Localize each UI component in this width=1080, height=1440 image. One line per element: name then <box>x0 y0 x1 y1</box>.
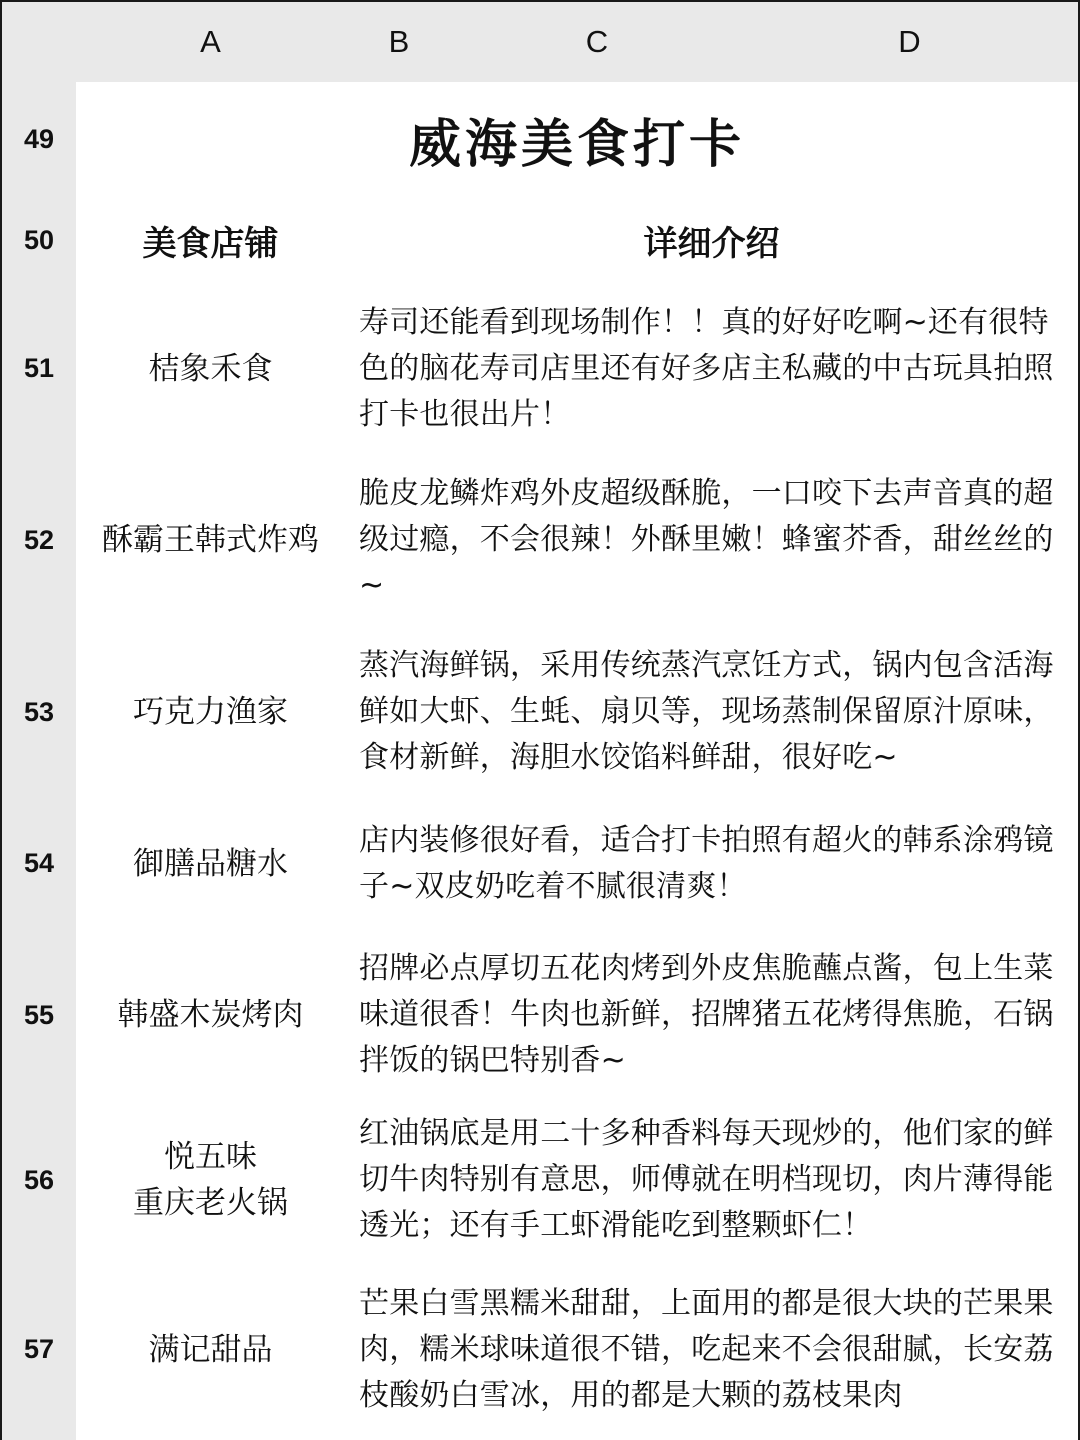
row-header-54[interactable]: 54 <box>0 798 78 931</box>
detail-cell[interactable]: 脆皮龙鳞炸鸡外皮超级酥脆，一口咬下去声音真的超级过瘾，不会很辣！外酥里嫩！蜂蜜芥香，甜丝丝的~ <box>345 454 1080 628</box>
detail-cell[interactable]: 蒸汽海鲜锅，采用传统蒸汽烹饪方式，锅内包含活海鲜如大虾、生蚝、扇贝等，现场蒸制保留原汁原味，食材新鲜，海胆水饺馅料鲜甜，很好吃~ <box>345 626 1080 800</box>
shop-name-cell[interactable]: 韩盛木炭烤肉 <box>76 929 347 1103</box>
row-header-56[interactable]: 56 <box>0 1101 78 1261</box>
shop-name-cell[interactable]: 桔象禾食 <box>76 283 347 456</box>
shop-name-cell[interactable]: 御膳品糖水 <box>76 798 347 931</box>
detail-cell[interactable]: 红油锅底是用二十多种香料每天现炒的，他们家的鲜切牛肉特别有意思，师傅就在明档现切，肉片薄得能透光；还有手工虾滑能吃到整颗虾仁！ <box>345 1101 1080 1261</box>
row-header-57[interactable]: 57 <box>0 1259 78 1440</box>
row-header-51[interactable]: 51 <box>0 283 78 456</box>
column-header-c[interactable]: C <box>453 0 743 84</box>
column-header-a[interactable]: A <box>76 0 347 84</box>
row-header-55[interactable]: 55 <box>0 929 78 1103</box>
row-header-49[interactable]: 49 <box>0 82 78 199</box>
shop-name-cell[interactable]: 悦五味 重庆老火锅 <box>76 1101 347 1261</box>
column-header-d[interactable]: D <box>741 0 1080 84</box>
shop-name-cell[interactable]: 酥霸王韩式炸鸡 <box>76 454 347 628</box>
detail-cell[interactable]: 店内装修很好看，适合打卡拍照有超火的韩系涂鸦镜子~双皮奶吃着不腻很清爽！ <box>345 798 1080 931</box>
column-header-b[interactable]: B <box>345 0 455 84</box>
row-header-52[interactable]: 52 <box>0 454 78 628</box>
detail-header-cell[interactable]: 详细介绍 <box>345 197 1080 285</box>
shop-name-cell[interactable]: 满记甜品 <box>76 1259 347 1440</box>
detail-cell[interactable]: 芒果白雪黑糯米甜甜，上面用的都是很大块的芒果果肉，糯米球味道很不错，吃起来不会很甜腻，长安荔枝酸奶白雪冰，用的都是大颗的荔枝果肉 <box>345 1259 1080 1440</box>
detail-cell[interactable]: 寿司还能看到现场制作！！真的好好吃啊~还有很特色的脑花寿司店里还有好多店主私藏的中古玩具拍照打卡也很出片！ <box>345 283 1080 456</box>
select-all-corner[interactable] <box>0 0 78 84</box>
row-header-53[interactable]: 53 <box>0 626 78 800</box>
shop-name-cell[interactable]: 巧克力渔家 <box>76 626 347 800</box>
row-header-50[interactable]: 50 <box>0 197 78 285</box>
shop-header-cell[interactable]: 美食店铺 <box>76 197 347 285</box>
detail-cell[interactable]: 招牌必点厚切五花肉烤到外皮焦脆蘸点酱，包上生菜味道很香！牛肉也新鲜，招牌猪五花烤得焦脆，石锅拌饭的锅巴特别香~ <box>345 929 1080 1103</box>
sheet-title[interactable]: 威海美食打卡 <box>76 82 1080 199</box>
